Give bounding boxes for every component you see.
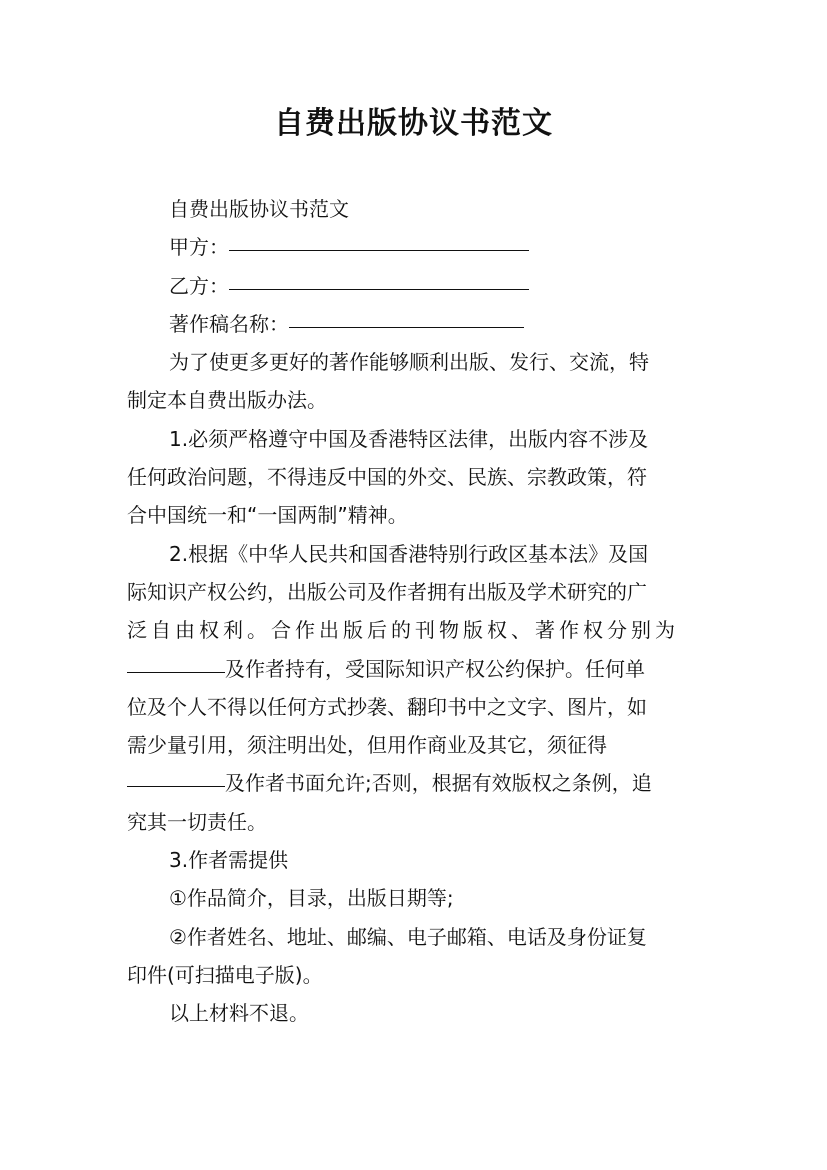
clause2-line-1: 2.根据《中华人民共和国香港特别行政区基本法》及国 bbox=[169, 541, 649, 566]
subtitle: 自费出版协议书范文 bbox=[169, 197, 349, 221]
clause3-item-2-line-2: 印件(可扫描电子版)。 bbox=[127, 962, 323, 987]
closing-line: 以上材料不退。 bbox=[169, 1001, 309, 1026]
intro-line-2: 制定本自费出版办法。 bbox=[127, 388, 327, 413]
intro-line-1: 为了使更多更好的著作能够顺利出版、发行、交流，特 bbox=[169, 350, 649, 375]
clause2-line-5: 位及个人不得以任何方式抄袭、翻印书中之文字、图片，如 bbox=[127, 694, 647, 719]
clause1-line-1: 1.必须严格遵守中国及香港特区法律，出版内容不涉及 bbox=[169, 426, 649, 451]
party-a-blank bbox=[229, 249, 529, 251]
party-b-line bbox=[127, 267, 702, 305]
work-name-blank bbox=[289, 326, 524, 328]
work-name-line bbox=[127, 305, 702, 343]
clause3-item-1: ①作品简介，目录，出版日期等; bbox=[169, 886, 454, 911]
clause2-line-3: 泛自由权利。合作出版后的刊物版权、著作权分别为 bbox=[127, 618, 679, 643]
rights-holder-blank-2 bbox=[127, 785, 225, 787]
party-b-label: 乙方： bbox=[169, 273, 229, 298]
party-a-line bbox=[127, 228, 702, 266]
clause2-line-7 bbox=[127, 764, 702, 802]
clause3-item-2-line-1: ②作者姓名、地址、邮编、电子邮箱、电话及身份证复 bbox=[169, 924, 647, 949]
document-body bbox=[127, 190, 702, 1033]
clause1-line-3: 合中国统一和“一国两制”精神。 bbox=[127, 503, 408, 528]
clause3-heading: 3.作者需提供 bbox=[169, 848, 289, 873]
document-title: 自费出版协议书范文 bbox=[274, 106, 553, 141]
party-b-blank bbox=[229, 288, 529, 290]
clause2-line-4 bbox=[127, 650, 702, 688]
work-name-label: 著作稿名称： bbox=[169, 311, 289, 336]
clause2-line-4-text: 及作者持有，受国际知识产权公约保护。任何单 bbox=[225, 656, 645, 681]
party-a-label: 甲方： bbox=[169, 235, 229, 260]
clause2-line-7-text: 及作者书面允许;否则，根据有效版权之条例，追 bbox=[225, 771, 652, 796]
clause2-line-2: 际知识产权公约，出版公司及作者拥有出版及学术研究的广 bbox=[127, 579, 647, 604]
rights-holder-blank-1 bbox=[127, 671, 225, 673]
clause2-line-6: 需少量引用，须注明出处，但用作商业及其它，须征得 bbox=[127, 733, 607, 758]
clause1-line-2: 任何政治问题，不得违反中国的外交、民族、宗教政策，符 bbox=[127, 465, 647, 490]
clause2-line-8: 究其一切责任。 bbox=[127, 809, 267, 834]
